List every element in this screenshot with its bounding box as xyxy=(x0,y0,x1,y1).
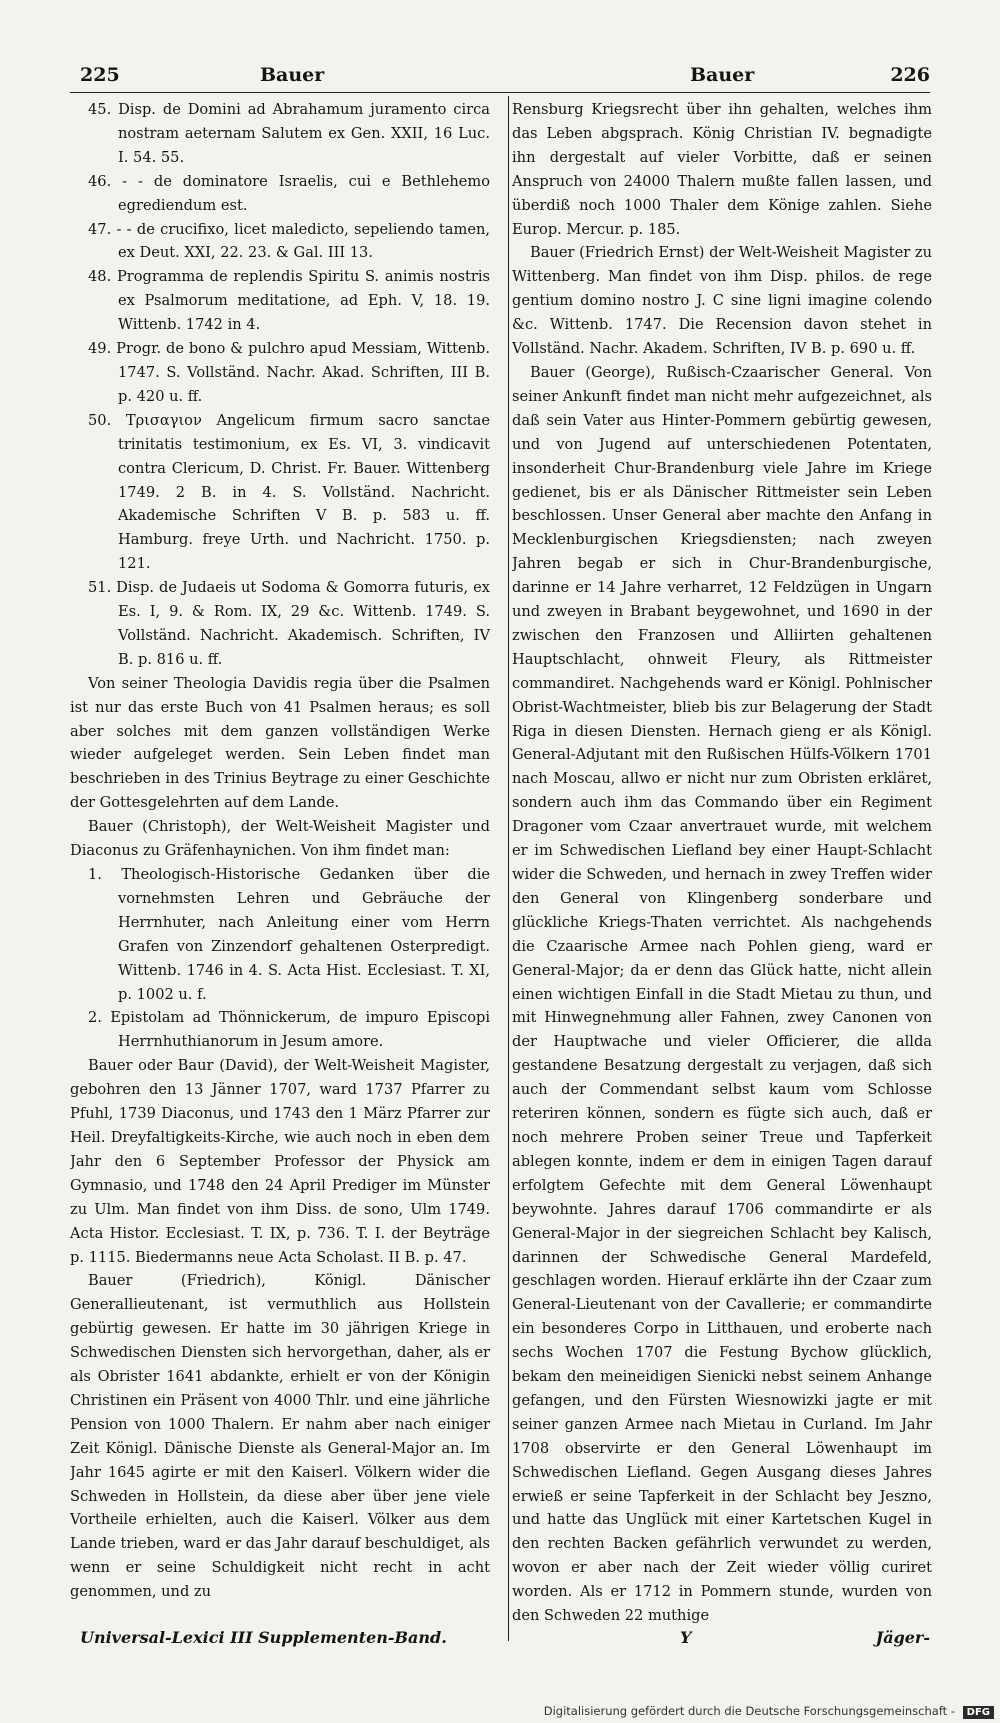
entry-item: 45. Disp. de Domini ad Abrahamum juramento circa nostram aeternam Salutem ex Gen. XXII, 16 Luc. I. 54. 55. xyxy=(88,101,490,166)
entry-paragraph: Bauer oder Baur (David), der Welt-Weisheit Magister, gebohren den 13 Jänner 1707, ward 1737 Pfarrer zu Pfuhl, 1739 Diaconus, und 1743 den 1 März Pfarrer zur Heil. Dreyfaltigkeits-Kirche, wie auch noch in eben dem Jahr den 6 September Professor der Physick am Gymnasio, und 1748 den 24 April Prediger im Münster zu Ulm. Man findet von ihm Diss. de sono, Ulm 1749. Acta Histor. Ecclesiast. T. IX, p. 736. T. I. der Beyträge p. 1115. Biedermanns neue Acta Scholast. II B. p. 47. xyxy=(70,1057,490,1266)
left-column xyxy=(70,98,490,1643)
page-number-right: 226 xyxy=(890,64,930,86)
digitization-footer xyxy=(544,1704,994,1719)
footer-text: Digitalisierung gefördert durch die Deutsche Forschungsgemeinschaft - xyxy=(543,1704,955,1718)
book-page xyxy=(70,58,930,1648)
signature-mark: Y xyxy=(680,1628,692,1647)
signature-text: Universal-Lexici III Supplementen-Band. xyxy=(80,1628,447,1647)
entry-paragraph: Rensburg Kriegsrecht über ihn gehalten, welches ihm das Leben abgsprach. König Christian IV. begnadigte ihn dergestalt auf vieler Vorbitte, daß er seinen Anspruch von 24000 Thalern mußte fallen lassen, und überdiß noch 1000 Thaler dem Könige zahlen. Siehe Europ. Mercur. p. 185. xyxy=(512,101,932,238)
page-number-left: 225 xyxy=(80,64,120,86)
dfg-logo: DFG xyxy=(963,1706,994,1719)
entry-item: 49. Progr. de bono & pulchro apud Messiam, Wittenb. 1747. S. Vollständ. Nachr. Akad. Schriften, III B. p. 420 u. ff. xyxy=(88,340,490,405)
entry-item: 46. - - de dominatore Israelis, cui e Bethlehemo egrediendum est. xyxy=(88,172,490,214)
header-rule xyxy=(70,92,930,93)
column-divider xyxy=(508,96,509,1641)
catchword: Jäger- xyxy=(875,1628,930,1647)
entry-item: 1. Theologisch-Historische Gedanken über die vornehmsten Lehren und Gebräuche der Herrnhuter, nach Anleitung einer vom Herrn Grafen von Zinzendorf gehaltenen Osterpredigt. Wittenb. 1746 in 4. S. Acta Hist. Ecclesiast. T. XI, p. 1002 u. f. xyxy=(88,866,490,1003)
entry-paragraph: Bauer (Friedrich), Königl. Dänischer Generallieutenant, ist vermuthlich aus Hollstein gebürtig gewesen. Er hatte im 30 jährigen Kriege in Schwedischen Diensten sich hervorgethan, daher, als er als Obrister 1641 abdankte, erhielt er von der Königin Christinen ein Präsent von 4000 Thlr. und eine jährliche Pension von 1000 Thalern. Er nahm aber nach einiger Zeit Königl. Dänische Dienste als General-Major an. Im Jahr 1645 agirte er mit den Kaiserl. Völkern wider die Schweden in Hollstein, da diese aber über jene viele Vortheile erhielten, auch die Kaiserl. Völker aus dem Lande trieben, ward er das Jahr darauf beschuldiget, als wenn er seine Schuldigkeit nicht recht in acht genommen, und zu xyxy=(70,1272,490,1601)
entry-item: 50. Τρισαγιον Angelicum firmum sacro sanctae trinitatis testimonium, ex Es. VI, 3. vindicavit contra Clericum, D. Christ. Fr. Bauer. Wittenberg 1749. 2 B. in 4. S. Vollständ. Nachricht. Akademische Schriften V B. p. 583 u. ff. Hamburg. freye Urth. und Nachricht. 1750. p. 121. xyxy=(88,411,490,573)
entry-item: 2. Epistolam ad Thönnickerum, de impuro Episcopi Herrnhuthianorum in Jesum amore. xyxy=(88,1009,490,1051)
entry-item: 48. Programma de replendis Spiritu S. animis nostris ex Psalmorum meditatione, ad Eph. V, 18. 19. Wittenb. 1742 in 4. xyxy=(88,268,490,334)
entry-item: 47. - - de crucifixo, licet maledicto, sepeliendo tamen, ex Deut. XXI, 22. 23. & Gal. III 13. xyxy=(88,220,490,262)
entry-item: 51. Disp. de Judaeis ut Sodoma & Gomorra futuris, ex Es. I, 9. & Rom. IX, 29 &c. Wittenb. 1749. S. Vollständ. Nachricht. Akademisch. Schriften, IV B. p. 816 u. ff. xyxy=(88,579,490,668)
headword-left: Bauer xyxy=(260,64,325,86)
right-column xyxy=(512,98,932,1643)
entry-paragraph: Bauer (George), Rußisch-Czaarischer General. Von seiner Ankunft findet man nicht mehr aufgezeichnet, als daß sein Vater aus Hinter-Pommern gebürtig gewesen, und von Jugend auf unterschiedenen Potentaten, insonderheit Chur-Brandenburg viele Jahre im Kriege gedienet, bis er als Dänischer Rittmeister sein Leben beschlossen. Unser General aber machte den Anfang in Mecklenburgischen Kriegsdiensten; nach zweyen Jahren begab er sich in Chur-Brandenburgische, darinne er 14 Jahre verharret, 12 Feldzügen in Ungarn und zweyen in Brabant beygewohnet, und 1690 in der zwischen den Franzosen und Alliirten gehaltenen Hauptschlacht, ohnweit Fleury, als Rittmeister commandiret. Nachgehends ward er Königl. Pohlnischer Obrist-Wachtmeister, blieb bis zur Belagerung der Stadt Riga in diesen Diensten. Hernach gieng er als Königl. General-Adjutant mit den Rußischen Hülfs-Völkern 1701 nach Moscau, allwo er nicht nur zum Obristen erkläret, sondern auch ihm das Commando über ein Regiment Dragoner vom Czaar anvertrauet wurde, mit welchem er im Schwedischen Liefland bey einer Haupt-Schlacht wider die Schweden, und hernach in zwey Treffen wider den General von Klingenberg sonderbare und glückliche Kriegs-Thaten verrichtet. Als nachgehends die Czaarische Armee nach Pohlen gieng, ward er General-Major; da er denn das Glück hatte, nicht allein einen wichtigen Einfall in die Stadt Mietau zu thun, und mit Hinwegnehmung aller Fahnen, zwey Canonen von der Hauptwache und vieler Officierer, die allda gestandene Besatzung dergestalt zu verjagen, daß sich auch der Commendant selbst kaum vom Schlosse reteriren können, sondern es fügte sich auch, daß er noch mehrere Proben seiner Treue und Tapferkeit ablegen konnte, indem er dem in einigen Tagen darauf erfolgtem Gefechte mit dem General Löwenhaupt beywohnte. Jahres darauf 1706 commandirte er als General-Major in der siegreichen Schlacht bey Kalisch, darinnen der Schwedische General Mardefeld, geschlagen worden. Hierauf erklärte ihn der Czaar zum General-Lieutenant von der Cavallerie; er commandirte ein besonderes Corpo in Litthauen, und eroberte nach sechs Wochen 1707 die Festung Bychow glücklich, bekam den meineidigen Sienicki nebst seinem Anhange gefangen, und den Fürsten Wiesnowizki jagte er mit seiner ganzen Armee nach Mietau in Curland. Im Jahr 1708 observirte er den General Löwenhaupt im Schwedischen Liefland. Gegen Ausgang dieses Jahres erwieß er seine Tapferkeit in der Schlacht bey Jeszno, und hatte das Unglück mit einer Kartetschen Kugel in den rechten Backen gefährlich verwundet zu werden, wovon er aber nach der Zeit wieder völlig curiret worden. Als er 1712 in Pommern stunde, wurden von den Schweden 22 muthige xyxy=(512,363,932,1625)
headword-right: Bauer xyxy=(690,64,755,86)
entry-paragraph: Bauer (Christoph), der Welt-Weisheit Magister und Diaconus zu Gräfenhaynichen. Von ihm findet man: xyxy=(70,818,490,860)
entry-paragraph: Bauer (Friedrich Ernst) der Welt-Weisheit Magister zu Wittenberg. Man findet von ihm Disp. philos. de rege gentium domino nostro J. C sine ligni imagine colendo &c. Wittenb. 1747. Die Recension davon stehet in Vollständ. Nachr. Akadem. Schriften, IV B. p. 690 u. ff. xyxy=(512,244,932,358)
running-header xyxy=(70,58,930,92)
signature-line xyxy=(70,1624,930,1652)
entry-paragraph: Von seiner Theologia Davidis regia über die Psalmen ist nur das erste Buch von 41 Psalmen heraus; es soll aber solches mit dem ganzen vollständigen Werke wieder aufgeleget werden. Sein Leben findet man beschrieben in des Trinius Beytrage zu einer Geschichte der Gottesgelehrten auf dem Lande. xyxy=(70,674,490,812)
